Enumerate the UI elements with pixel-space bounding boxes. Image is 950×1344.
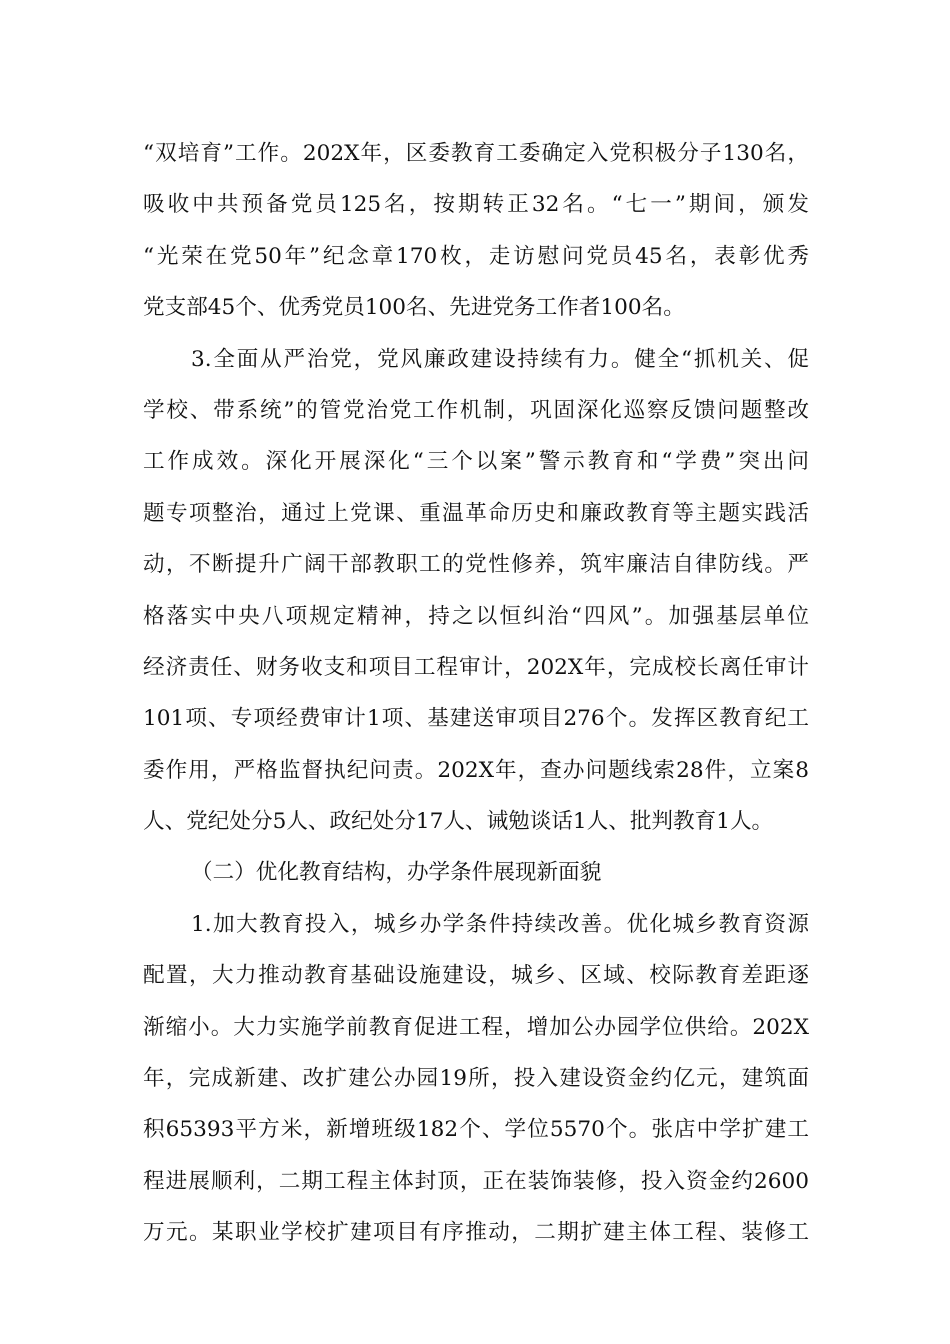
document-body bbox=[143, 128, 809, 1259]
text-line: 人、党纪处分5人、政纪处分17人、诫勉谈话1人、批判教育1人。 bbox=[143, 809, 774, 835]
text-line: 101项、专项经费审计1项、基建送审项目276个。发挥区教育纪工 bbox=[143, 706, 809, 732]
text-line: 配置，大力推动教育基础设施建设，城乡、区域、校际教育差距逐 bbox=[143, 963, 809, 989]
text-line: 经济责任、财务收支和项目工程审计，202X年，完成校长离任审计 bbox=[143, 654, 809, 680]
text-line: 年，完成新建、改扩建公办园19所，投入建设资金约亿元，建筑面 bbox=[143, 1066, 809, 1092]
text-line: 格落实中央八项规定精神，持之以恒纠治“四风”。加强基层单位 bbox=[143, 603, 809, 629]
paragraph-start-line: 1.加大教育投入，城乡办学条件持续改善。优化城乡教育资源 bbox=[191, 911, 809, 937]
text-line: 委作用，严格监督执纪问责。202X年，查办问题线索28件，立案8 bbox=[143, 757, 809, 783]
text-line: 动，不断提升广阔干部教职工的党性修养，筑牢廉洁自律防线。严 bbox=[143, 552, 809, 578]
text-line: 题专项整治，通过上党课、重温革命历史和廉政教育等主题实践活 bbox=[143, 500, 809, 526]
text-line: 万元。某职业学校扩建项目有序推动，二期扩建主体工程、装修工 bbox=[143, 1220, 809, 1246]
text-line: 渐缩小。大力实施学前教育促进工程，增加公办园学位供给。202X bbox=[143, 1014, 809, 1040]
text-line: 党支部45个、优秀党员100名、先进党务工作者100名。 bbox=[143, 295, 685, 321]
section-heading: （二）优化教育结构，办学条件展现新面貌 bbox=[191, 860, 602, 886]
text-line: “光荣在党50年”纪念章170枚，走访慰问党员45名，表彰优秀 bbox=[143, 243, 809, 269]
paragraph-start-line: 3.全面从严治党，党风廉政建设持续有力。健全“抓机关、促 bbox=[191, 346, 809, 372]
text-line: 程进展顺利，二期工程主体封顶，正在装饰装修，投入资金约2600 bbox=[143, 1168, 809, 1194]
text-line: 工作成效。深化开展深化“三个以案”警示教育和“学费”突出问 bbox=[143, 449, 809, 475]
text-line: 吸收中共预备党员125名，按期转正32名。“七一”期间，颁发 bbox=[143, 192, 809, 218]
text-line: 积65393平方米，新增班级182个、学位5570个。张店中学扩建工 bbox=[143, 1117, 809, 1143]
text-line: “双培育”工作。202X年，区委教育工委确定入党积极分子130名， bbox=[143, 141, 809, 166]
text-line: 学校、带系统”的管党治党工作机制，巩固深化巡察反馈问题整改 bbox=[143, 397, 809, 423]
